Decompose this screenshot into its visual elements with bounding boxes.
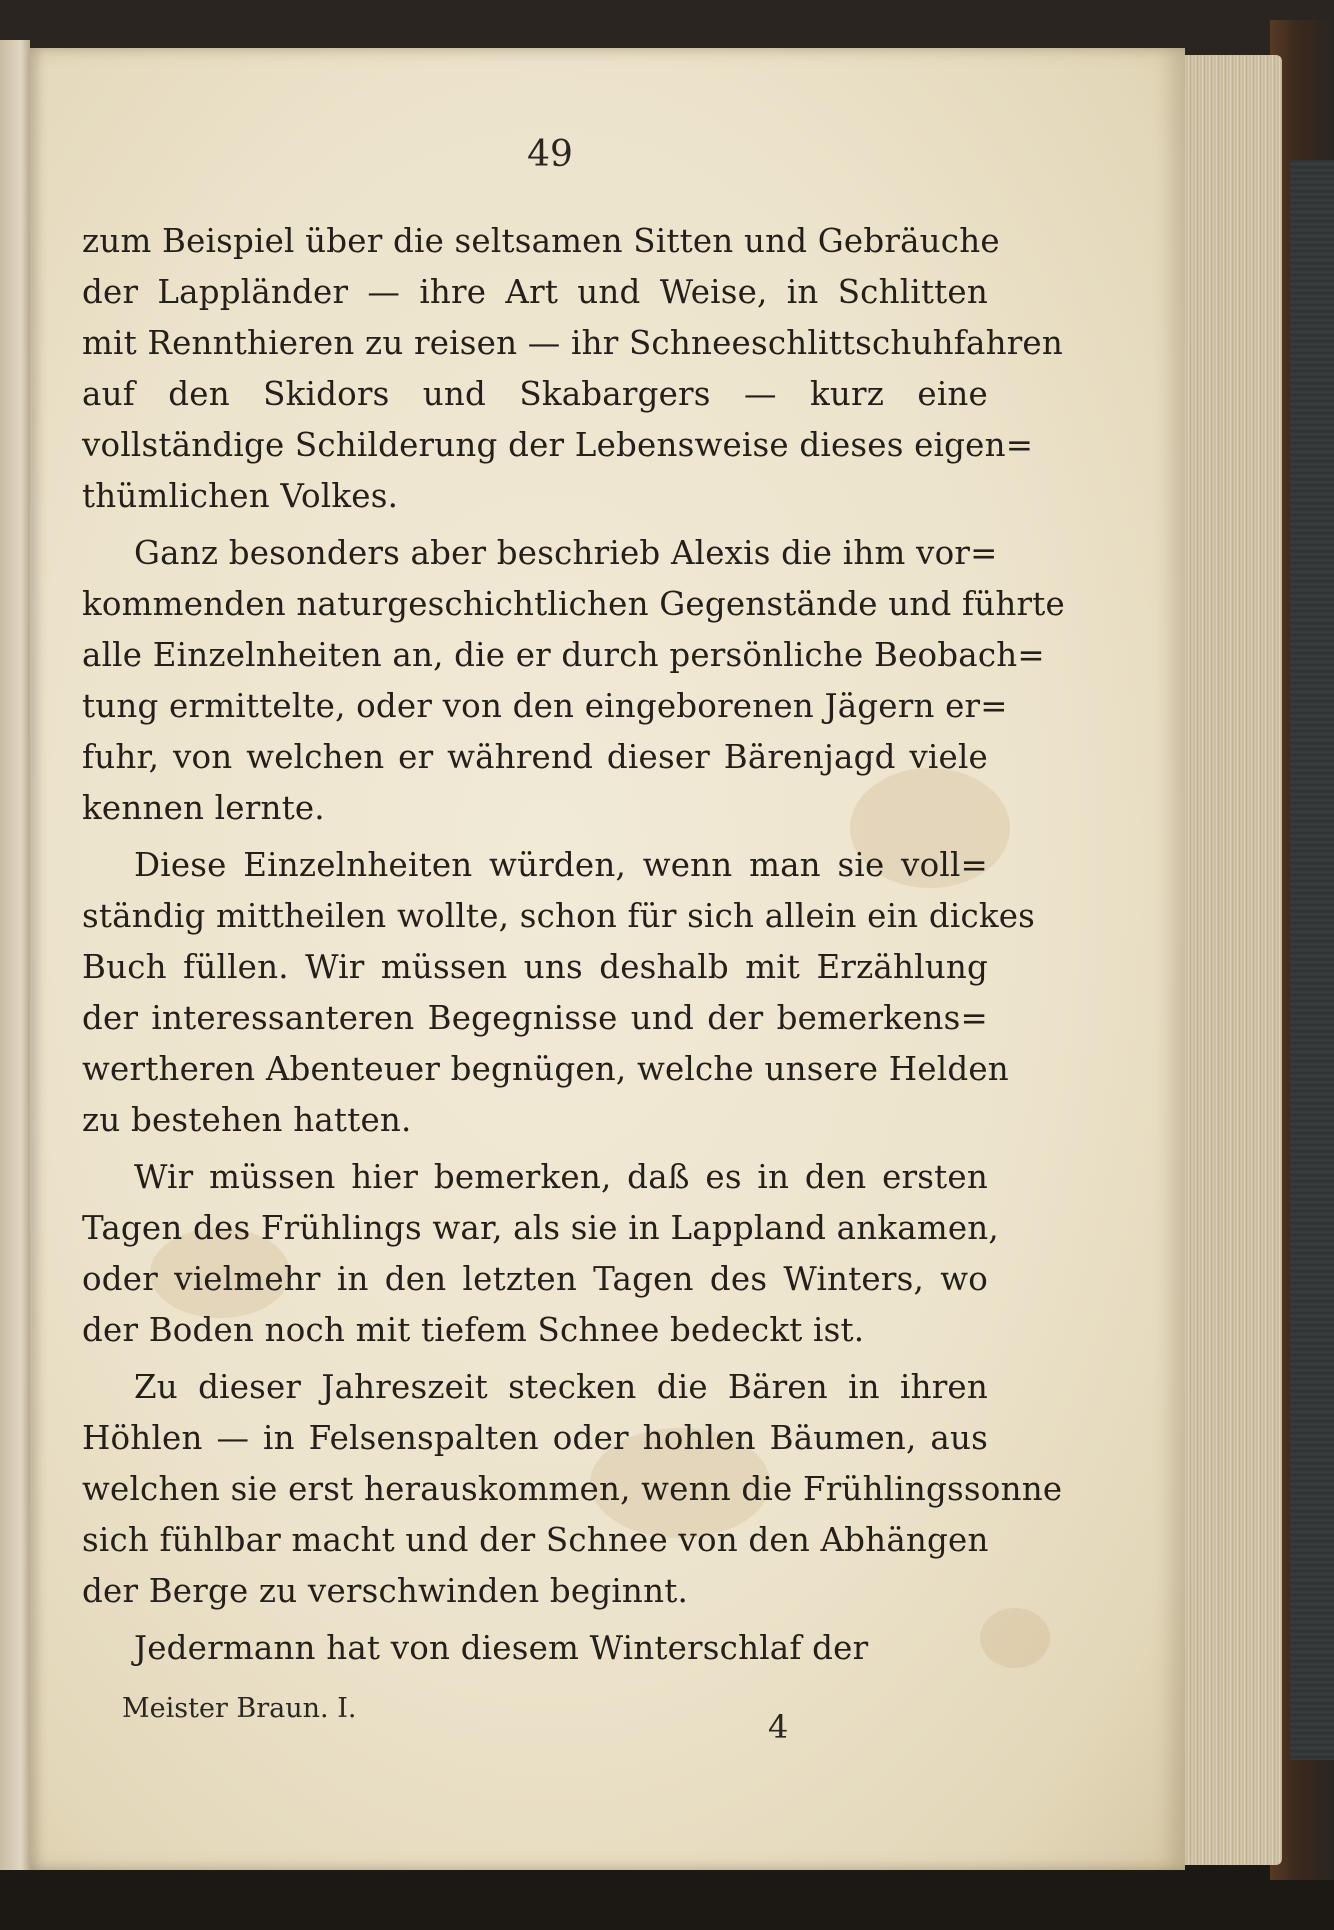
text-line: vollständige Schilderung der Lebensweise dieses eigen= bbox=[82, 426, 1034, 464]
text-line: fuhr, von welchen er während dieser Bärenjagd viele bbox=[82, 738, 988, 776]
text-line: der interessanteren Begegnisse und der bemerkens= bbox=[82, 999, 988, 1037]
text-line: Zu dieser Jahreszeit stecken die Bären in ihren bbox=[134, 1368, 988, 1406]
text-line: zum Beispiel über die seltsamen Sitten und Gebräuche bbox=[82, 222, 1000, 260]
text-line: mit Rennthieren zu reisen — ihr Schneeschlittschuhfahren bbox=[82, 324, 1063, 362]
text-line: thümlichen Volkes. bbox=[82, 477, 399, 515]
text-line: Diese Einzelnheiten würden, wenn man sie voll= bbox=[134, 846, 988, 884]
text-line: sich fühlbar macht und der Schnee von den Abhängen bbox=[82, 1521, 989, 1559]
paragraph bbox=[82, 1362, 1063, 1617]
text-line: Höhlen — in Felsenspalten oder hohlen Bäumen, aus bbox=[82, 1419, 988, 1457]
text-line: wertheren Abenteuer begnügen, welche unsere Helden bbox=[82, 1050, 1009, 1088]
body-text bbox=[82, 216, 1065, 1674]
paragraph bbox=[82, 528, 1065, 834]
book-page bbox=[30, 48, 1185, 1870]
text-line: Ganz besonders aber beschrieb Alexis die ihm vor= bbox=[134, 534, 998, 572]
page-number: 49 bbox=[527, 134, 573, 175]
foxing-stain bbox=[980, 1608, 1050, 1668]
text-line: oder vielmehr in den letzten Tagen des Winters, wo bbox=[82, 1260, 988, 1298]
text-line: Wir müssen hier bemerken, daß es in den ersten bbox=[134, 1158, 988, 1196]
text-line: der Boden noch mit tiefem Schnee bedeckt ist. bbox=[82, 1311, 865, 1349]
text-line: Tagen des Frühlings war, als sie in Lappland ankamen, bbox=[82, 1209, 999, 1247]
text-line: zu bestehen hatten. bbox=[82, 1101, 412, 1139]
text-line: ständig mittheilen wollte, schon für sich allein ein dickes bbox=[82, 897, 1036, 935]
text-line: Buch füllen. Wir müssen uns deshalb mit Erzählung bbox=[82, 948, 988, 986]
paragraph bbox=[82, 840, 1036, 1146]
paragraph bbox=[82, 1152, 999, 1356]
paragraph bbox=[82, 216, 1063, 522]
paragraph bbox=[82, 1623, 988, 1674]
text-line: der Berge zu verschwinden beginnt. bbox=[82, 1572, 688, 1610]
book-cover-cloth bbox=[1290, 160, 1334, 1760]
text-line: kennen lernte. bbox=[82, 789, 325, 827]
text-line: kommenden naturgeschichtlichen Gegenstände und führte bbox=[82, 585, 1065, 623]
text-line: der Lappländer — ihre Art und Weise, in Schlitten bbox=[82, 273, 988, 311]
text-line: auf den Skidors und Skabargers — kurz eine bbox=[82, 375, 988, 413]
left-page-edge bbox=[0, 40, 30, 1870]
sheet-number: 4 bbox=[768, 1708, 789, 1746]
text-line: welchen sie erst herauskommen, wenn die Frühlingssonne bbox=[82, 1470, 1063, 1508]
signature-mark: Meister Braun. I. bbox=[122, 1693, 357, 1724]
text-line: tung ermittelte, oder von den eingeborenen Jägern er= bbox=[82, 687, 1008, 725]
text-line: alle Einzelnheiten an, die er durch persönliche Beobach= bbox=[82, 636, 1045, 674]
text-line: Jedermann hat von diesem Winterschlaf der bbox=[134, 1629, 869, 1667]
page-stack-edges bbox=[1178, 55, 1282, 1865]
